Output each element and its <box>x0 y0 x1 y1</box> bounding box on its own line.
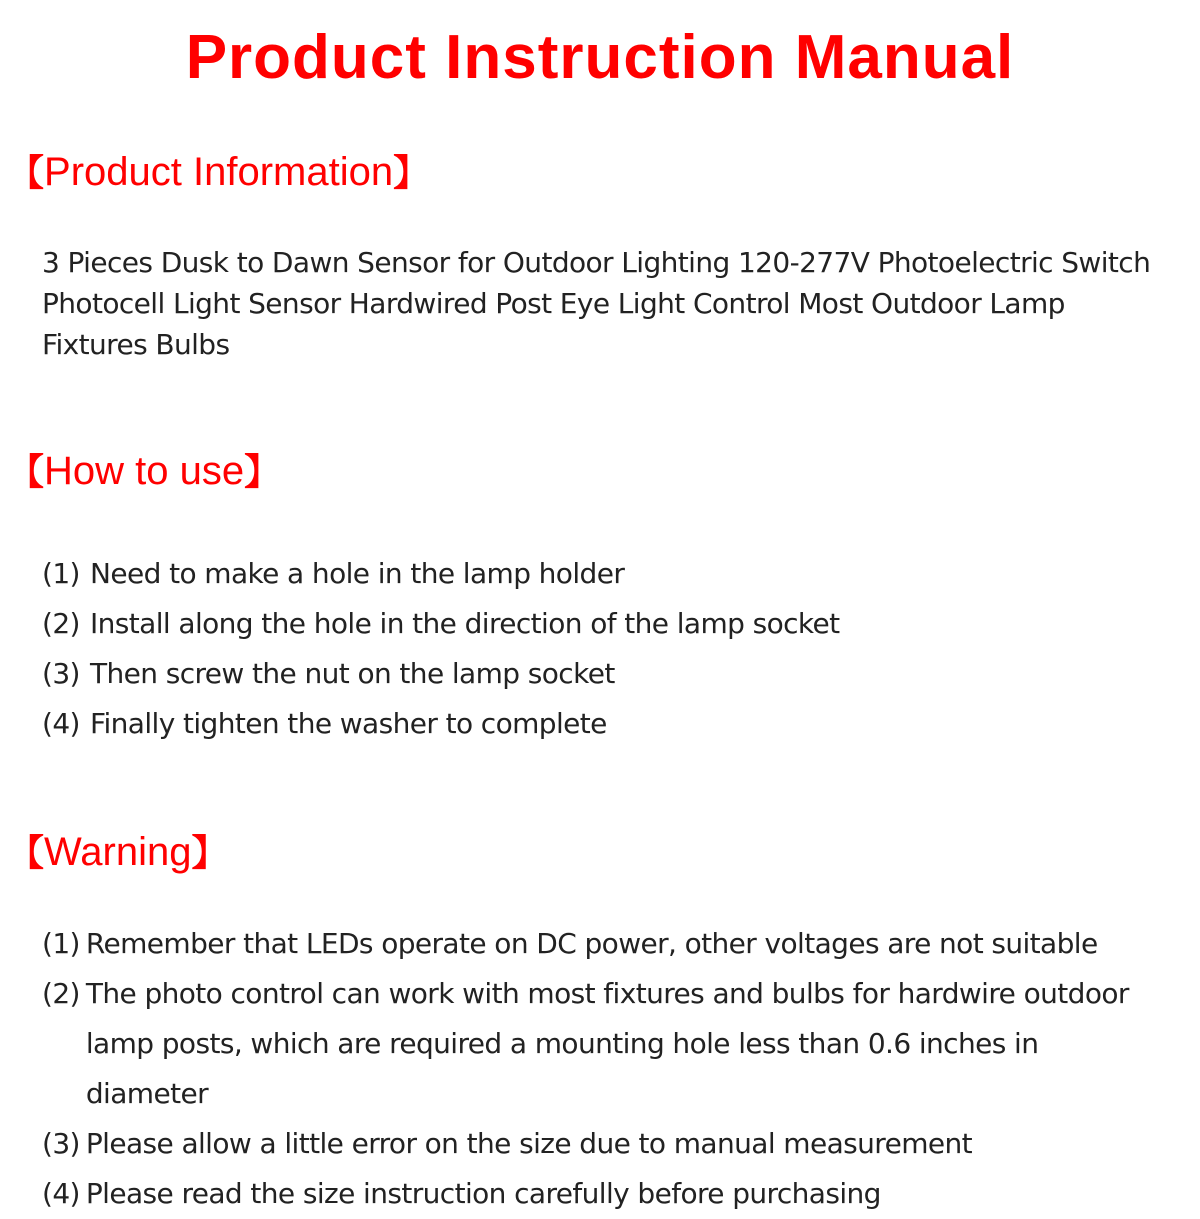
warning-text: Please read the size instruction carefully before purchasing <box>85 1177 881 1210</box>
list-item <box>42 969 1152 1119</box>
list-item <box>42 1119 1152 1169</box>
list-item <box>42 1169 1152 1219</box>
step-text: Install along the hole in the direction of the lamp socket <box>90 607 840 640</box>
product-description: 3 Pieces Dusk to Dawn Sensor for Outdoor Lighting 120-277V Photoelectric Switch Photocell Light Sensor Hardwired Post Eye Light Control Most Outdoor Lamp Fixtures Bulbs <box>42 246 1151 361</box>
step-text: Finally tighten the washer to complete <box>90 707 607 740</box>
how-to-use-heading-text: How to use <box>44 449 245 493</box>
warning-number: (4) <box>42 1177 80 1210</box>
product-info-heading <box>8 148 429 198</box>
step-number: (2) <box>42 607 80 640</box>
close-bracket: 】 <box>393 153 430 194</box>
close-bracket: 】 <box>244 452 281 493</box>
step-number: (4) <box>42 707 80 740</box>
list-item <box>42 599 840 649</box>
warning-text: Please allow a little error on the size due to manual measurement <box>85 1127 973 1160</box>
how-to-use-heading <box>8 447 280 497</box>
how-to-use-steps <box>42 549 840 749</box>
warning-number: (2) <box>42 977 80 1010</box>
step-text: Then screw the nut on the lamp socket <box>90 657 615 690</box>
list-item <box>42 919 1152 969</box>
product-info-heading-text: Product Information <box>44 150 394 194</box>
open-bracket: 【 <box>8 833 45 874</box>
list-item <box>42 649 840 699</box>
warning-text: Remember that LEDs operate on DC power, other voltages are not suitable <box>85 927 1098 960</box>
close-bracket: 】 <box>191 833 228 874</box>
warning-heading-text: Warning <box>44 830 192 874</box>
step-number: (1) <box>42 557 80 590</box>
warning-heading <box>8 828 228 878</box>
open-bracket: 【 <box>8 452 45 493</box>
warning-number: (1) <box>42 927 80 960</box>
warning-text: The photo control can work with most fixtures and bulbs for hardwire outdoor lamp posts, which are required a mounting hole less than 0.6 inches in diameter <box>85 977 1129 1110</box>
warning-number: (3) <box>42 1127 80 1160</box>
list-item <box>42 699 840 749</box>
list-item <box>42 549 840 599</box>
warning-items <box>42 919 1152 1219</box>
page-title: Product Instruction Manual <box>185 23 1015 92</box>
open-bracket: 【 <box>8 153 45 194</box>
step-text: Need to make a hole in the lamp holder <box>90 557 625 590</box>
step-number: (3) <box>42 657 80 690</box>
